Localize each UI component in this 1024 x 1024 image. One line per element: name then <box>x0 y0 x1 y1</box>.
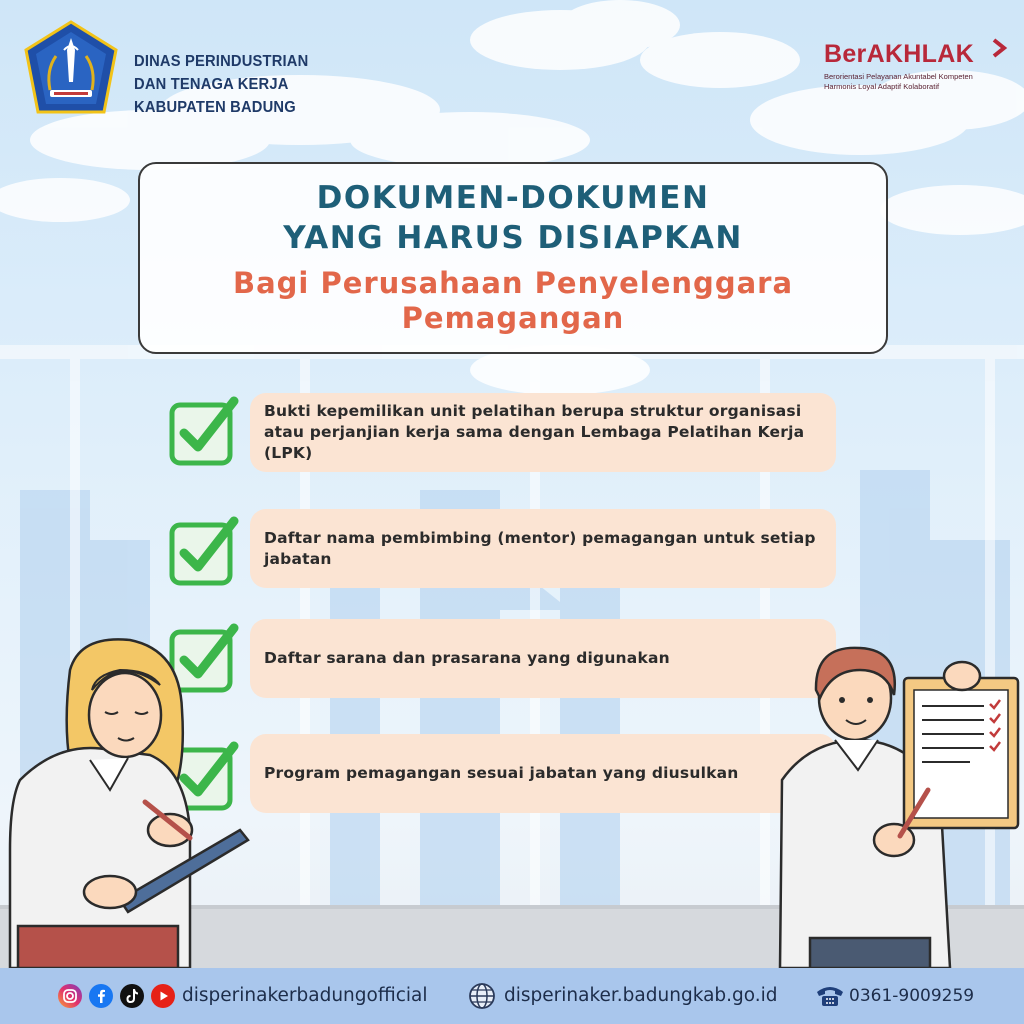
title-box <box>138 162 888 354</box>
social-handle[interactable]: disperinakerbadungofficial <box>182 985 428 1006</box>
subtitle-line1: Bagi Perusahaan Penyelenggara <box>232 266 794 300</box>
checklist-item <box>250 619 836 698</box>
checklist-item-text: Bukti kepemilikan unit pelatihan berupa struktur organisasi atau perjanjian kerja sama dengan Lembaga Pelatihan Kerja (LPK) <box>264 402 805 462</box>
globe-icon <box>469 983 495 1009</box>
brand-word: BerAKHLAK <box>824 40 974 68</box>
chevron-right-icon <box>990 38 1008 58</box>
facebook-icon[interactable] <box>89 984 113 1008</box>
org-name-line2: DAN TENAGA KERJA <box>134 76 289 93</box>
checklist-item-text: Program pemagangan sesuai jabatan yang diusulkan <box>264 764 739 782</box>
checklist-item <box>250 393 836 472</box>
checkmark-icon <box>168 395 242 469</box>
organization-name <box>134 50 308 119</box>
checklist-item-text: Daftar sarana dan prasarana yang digunakan <box>264 649 670 667</box>
berakhlak-brand <box>824 40 1014 91</box>
badung-regency-emblem <box>24 20 118 118</box>
checklist-item <box>250 509 836 588</box>
title-line2: YANG HARUS DISIAPKAN <box>283 220 743 256</box>
checklist-item-text: Daftar nama pembimbing (mentor) pemagangan untuk setiap jabatan <box>264 528 816 568</box>
page-title <box>140 178 886 258</box>
checkmark-icon <box>168 515 242 589</box>
phone-icon <box>815 984 845 1008</box>
page-subtitle <box>140 266 886 336</box>
phone-number[interactable]: 0361-9009259 <box>849 986 975 1006</box>
checklist-item <box>250 734 836 813</box>
footer-bar <box>0 968 1024 1024</box>
woman-writing-illustration <box>0 630 260 968</box>
tiktok-icon[interactable] <box>120 984 144 1008</box>
org-name-line1: DINAS PERINDUSTRIAN <box>134 53 309 70</box>
org-name-line3: KABUPATEN BADUNG <box>134 99 296 116</box>
instagram-icon[interactable] <box>58 984 82 1008</box>
youtube-icon[interactable] <box>151 984 175 1008</box>
title-line1: DOKUMEN-DOKUMEN <box>316 180 710 216</box>
subtitle-line2: Pemagangan <box>401 301 625 335</box>
brand-tagline-line2: Harmonis Loyal Adaptif Kolaboratif <box>824 82 940 91</box>
man-clipboard-illustration <box>770 640 1024 968</box>
website-link[interactable]: disperinaker.badungkab.go.id <box>504 985 778 1006</box>
brand-tagline-line1: Berorientasi Pelayanan Akuntabel Kompeten <box>824 72 973 81</box>
